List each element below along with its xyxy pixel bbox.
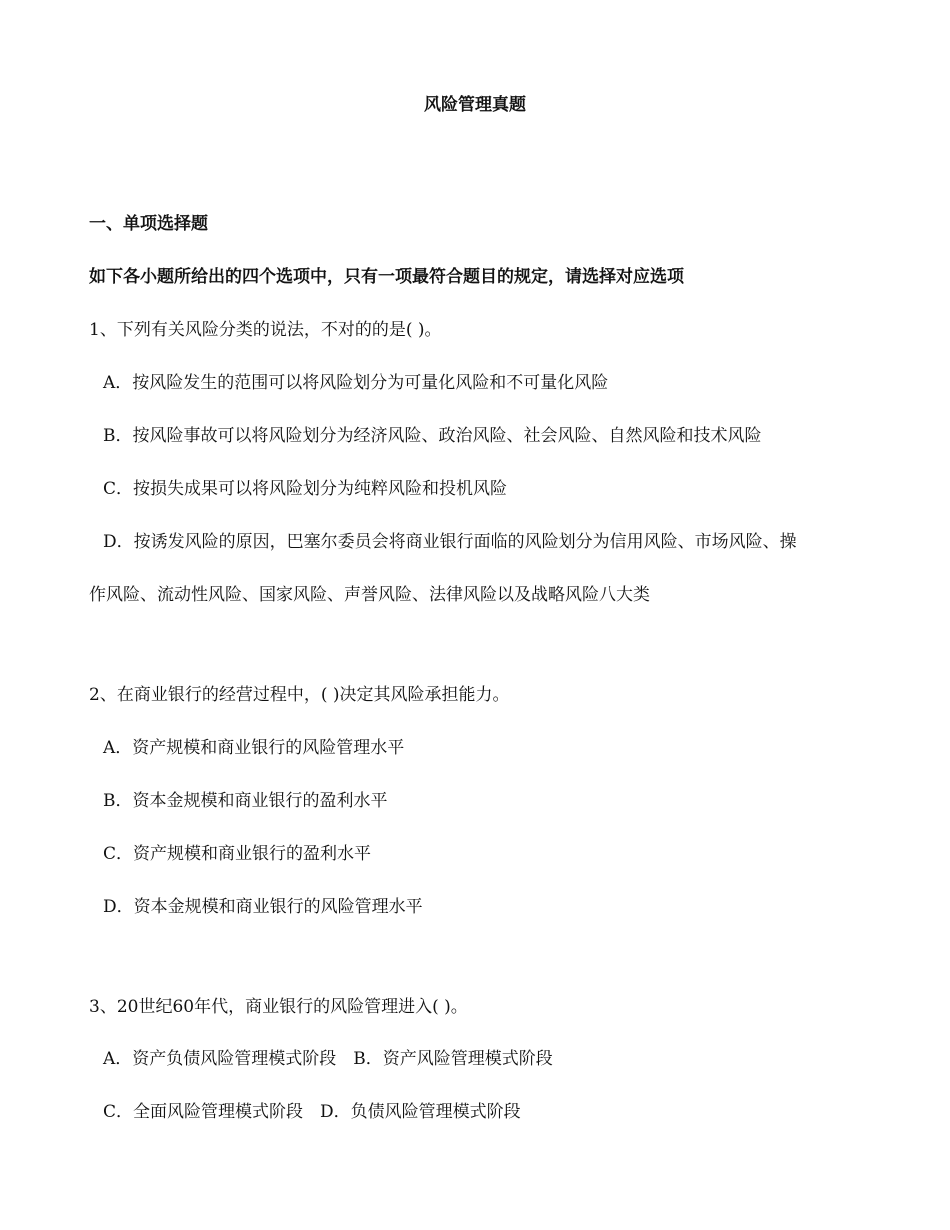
document-title: 风险管理真题 [424,95,526,115]
question-1-option-c: C．按损失成果可以将风险划分为纯粹风险和投机风险 [103,479,508,499]
question-2-option-a: A．资产规模和商业银行的风险管理水平 [103,738,405,758]
question-3-options-row-1: A．资产负债风险管理模式阶段 B．资产风险管理模式阶段 [103,1049,553,1069]
question-1-option-a: A．按风险发生的范围可以将风险划分为可量化风险和不可量化风险 [103,373,609,393]
question-1-option-b: B．按风险事故可以将风险划分为经济风险、政治风险、社会风险、自然风险和技术风险 [103,426,762,446]
question-1-stem: 1、下列有关风险分类的说法，不对的的是( )。 [89,320,442,340]
question-2-stem: 2、在商业银行的经营过程中，( )决定其风险承担能力。 [89,685,510,705]
question-3-stem: 3、20世纪60年代，商业银行的风险管理进入( )。 [89,997,468,1017]
question-3-options-row-2: C．全面风险管理模式阶段 D．负债风险管理模式阶段 [103,1102,521,1122]
section-heading: 一、单项选择题 [89,214,208,234]
question-2-option-b: B．资本金规模和商业银行的盈利水平 [103,791,388,811]
question-2-option-d: D．资本金规模和商业银行的风险管理水平 [103,897,423,917]
instruction-text: 如下各小题所给出的四个选项中，只有一项最符合题目的规定，请选择对应选项 [89,267,684,287]
question-2-option-c: C．资产规模和商业银行的盈利水平 [103,844,372,864]
question-1-option-d-continued: 作风险、流动性风险、国家风险、声誉风险、法律风险以及战略风险八大类 [89,585,650,605]
question-1-option-d: D．按诱发风险的原因，巴塞尔委员会将商业银行面临的风险划分为信用风险、市场风险、操 [103,532,797,552]
